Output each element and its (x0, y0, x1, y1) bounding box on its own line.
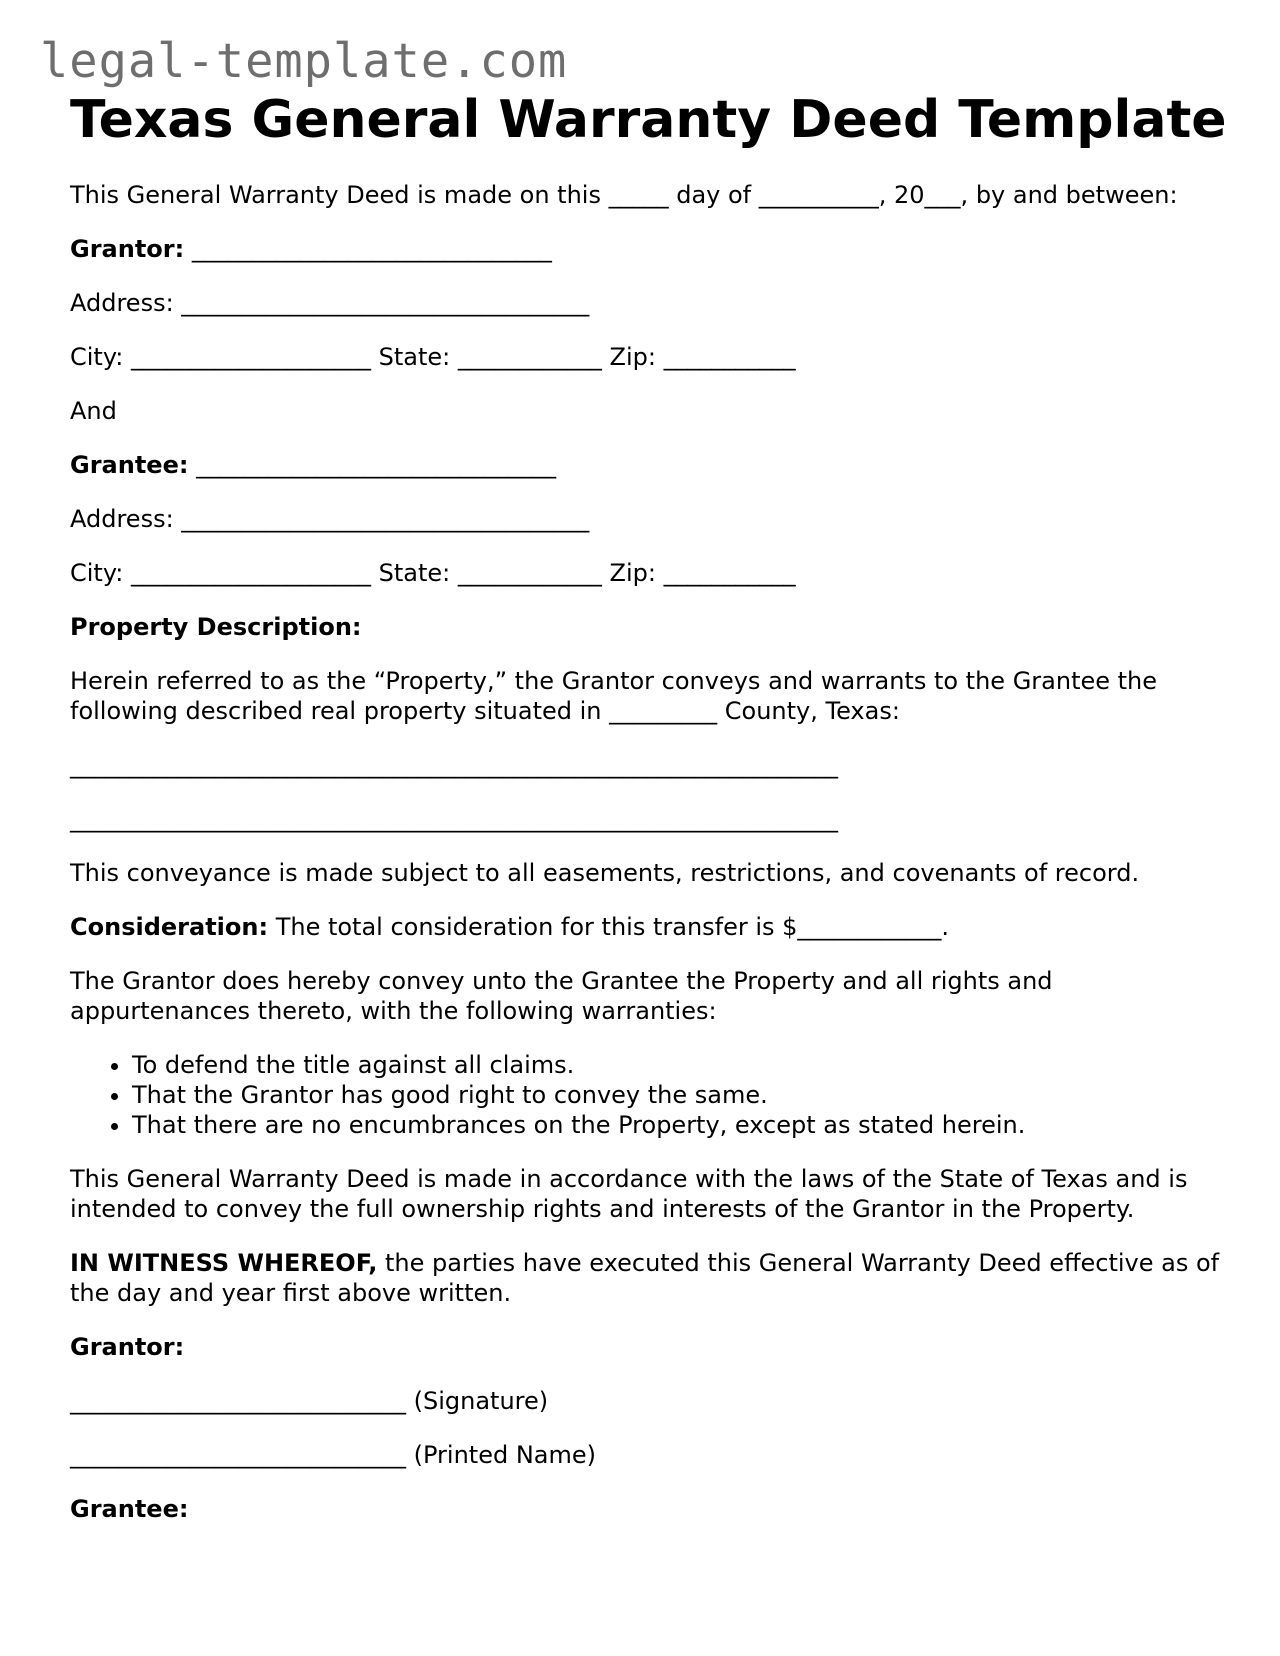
witness-text: the parties have executed this General Warranty Deed effective as of the day and year first above written. (70, 1249, 1220, 1307)
witness-label: IN WITNESS WHEREOF, (70, 1249, 378, 1277)
grantor-blank: ______________________________ (184, 235, 552, 263)
grantee-line (70, 450, 1220, 480)
grantor-signature-line: ____________________________ (Signature) (70, 1387, 549, 1415)
consideration-label: Consideration: (70, 913, 269, 941)
grantee-address: Address: __________________________________ (70, 505, 590, 533)
grantor-line (70, 234, 1220, 264)
convey-paragraph: The Grantor does hereby convey unto the Grantee the Property and all rights and appurtenances thereto, with the following warranties: (70, 967, 1053, 1025)
site-watermark: legal-template.com (40, 34, 568, 89)
grantee-label: Grantee: (70, 451, 189, 479)
property-heading: Property Description: (70, 613, 362, 641)
conveyance-paragraph: This conveyance is made subject to all easements, restrictions, and covenants of record. (70, 859, 1140, 887)
intro-paragraph: This General Warranty Deed is made on this _____ day of __________, 20___, by and between: (70, 181, 1178, 209)
signature-grantee-label: Grantee: (70, 1495, 189, 1523)
grantee-blank: ______________________________ (188, 451, 557, 479)
warranties-list (70, 1050, 1220, 1140)
property-paragraph: Herein referred to as the “Property,” the Grantor conveys and warrants to the Grantee the following described real property situated in _________ County, Texas: (70, 667, 1158, 725)
signature-grantor-label: Grantor: (70, 1333, 185, 1361)
list-item: • To defend the title against all claims. (132, 1050, 1220, 1080)
laws-paragraph: This General Warranty Deed is made in accordance with the laws of the State of Texas and is intended to convey the full ownership rights and interests of the Grantor in the Property. (70, 1165, 1188, 1223)
grantor-printed-name-line: ____________________________ (Printed Name) (70, 1441, 596, 1469)
witness-paragraph (70, 1248, 1220, 1308)
consideration-paragraph (70, 912, 1220, 942)
grantor-label: Grantor: (70, 235, 185, 263)
consideration-text: The total consideration for this transfer is $____________. (268, 913, 950, 941)
page-title: Texas General Warranty Deed Template (70, 90, 1227, 150)
deed-body (70, 180, 1220, 1548)
grantee-city-state-zip: City: ____________________ State: ____________ Zip: ___________ (70, 559, 796, 587)
grantor-address: Address: __________________________________ (70, 289, 590, 317)
list-item: • That the Grantor has good right to convey the same. (132, 1080, 1220, 1110)
list-item: • That there are no encumbrances on the Property, except as stated herein. (132, 1110, 1220, 1140)
grantor-city-state-zip: City: ____________________ State: ____________ Zip: ___________ (70, 343, 796, 371)
property-blank-line-2: ________________________________________________________________ (70, 805, 838, 833)
and-text: And (70, 397, 117, 425)
property-blank-line-1: ________________________________________________________________ (70, 751, 838, 779)
